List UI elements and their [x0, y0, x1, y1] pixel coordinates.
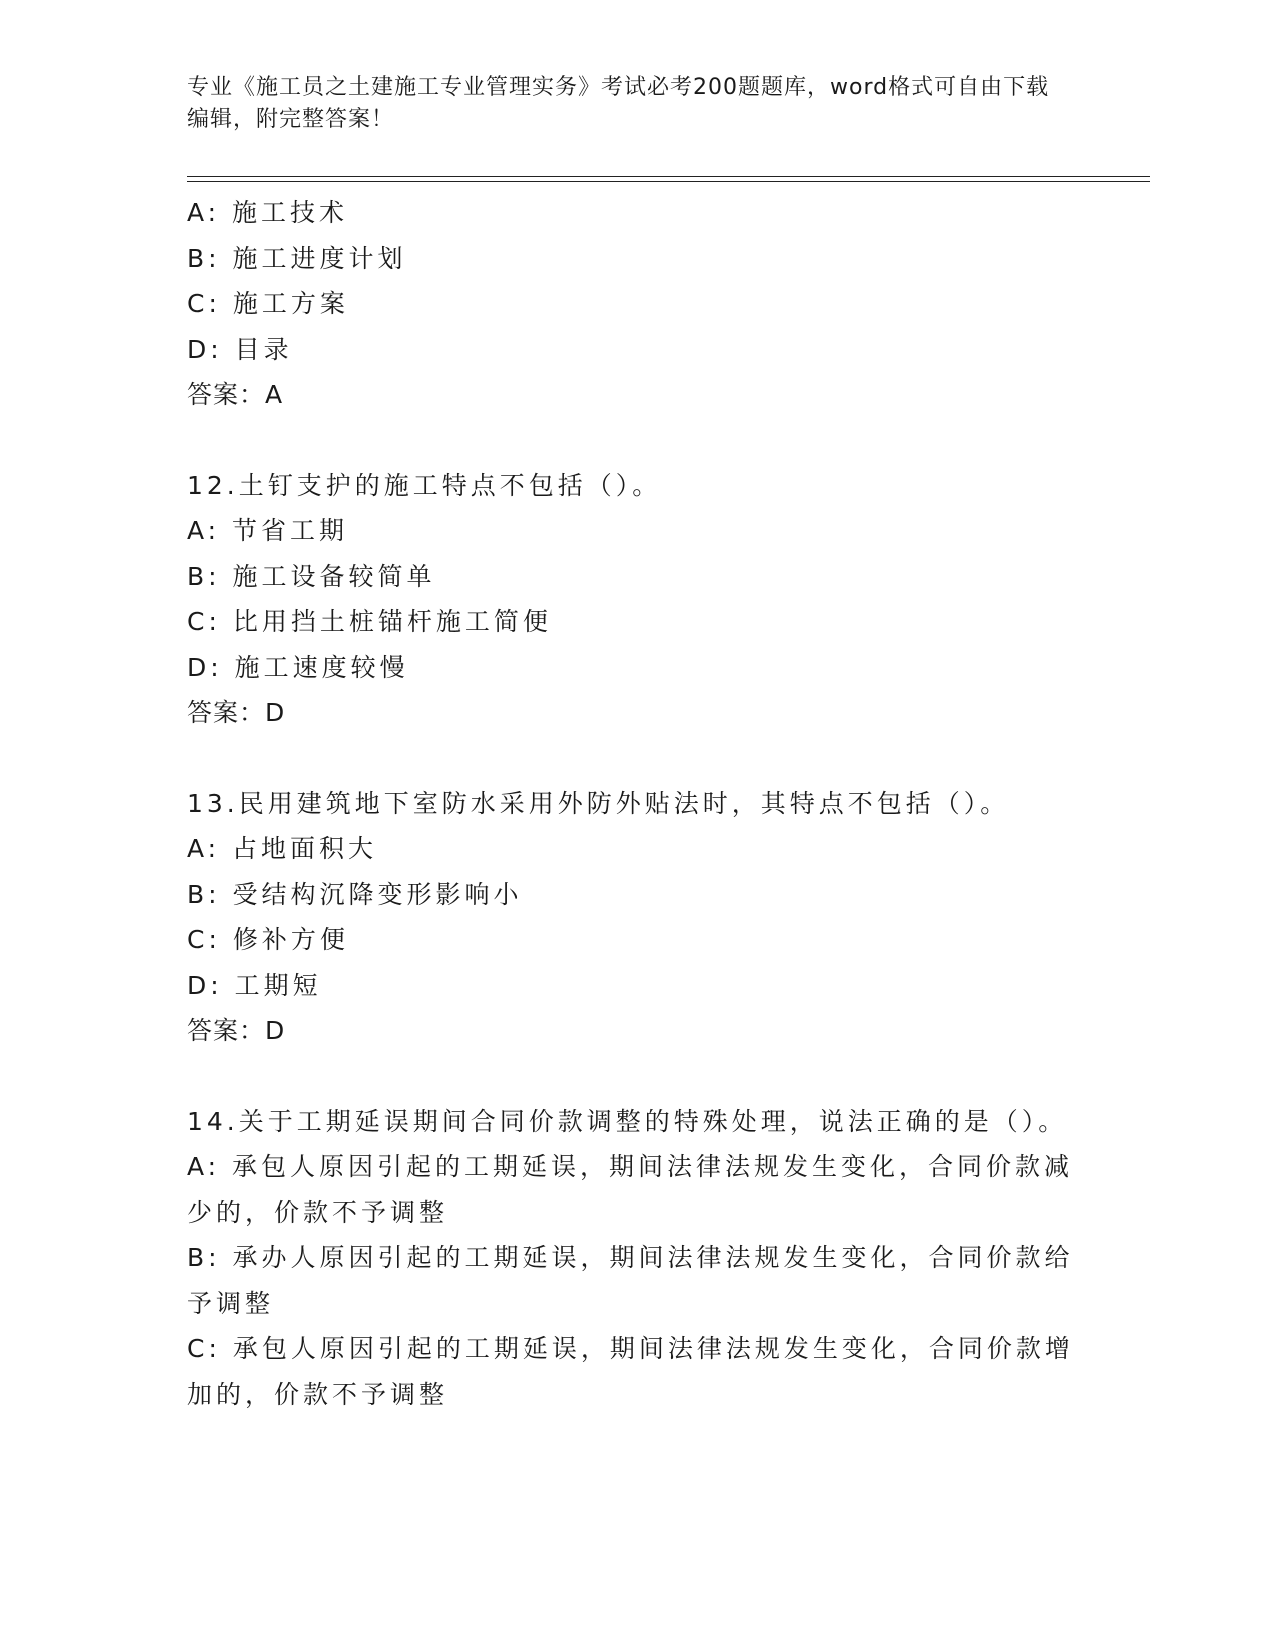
option-c: C: 比用挡土桩锚杆施工简便: [187, 607, 552, 636]
question-block-11: [187, 190, 1087, 418]
header-rule-bottom: [187, 181, 1150, 182]
option-c: C: 修补方便: [187, 925, 349, 954]
question-spacer: [187, 418, 1087, 463]
option-a: A: 占地面积大: [187, 834, 378, 863]
option-c: C: 施工方案: [187, 289, 349, 318]
option-d: D: 施工速度较慢: [187, 652, 409, 682]
option-b: B: 受结构沉降变形影响小: [187, 879, 523, 909]
option-d: D: 目录: [187, 334, 293, 364]
question-block-12: [187, 463, 1087, 736]
question-stem: 13.民用建筑地下室防水采用外防外贴法时，其特点不包括（）。: [187, 788, 1010, 818]
question-spacer: [187, 1054, 1087, 1099]
option-d: D: 工期短: [187, 970, 322, 1000]
answer-line: 答案：A: [187, 380, 284, 409]
question-spacer: [187, 736, 1087, 781]
option-a: A: 节省工期: [187, 516, 349, 545]
header-rule-top: [187, 176, 1150, 177]
answer-line: 答案：D: [187, 698, 286, 727]
answer-line: 答案：D: [187, 1016, 286, 1045]
question-stem: 14.关于工期延误期间合同价款调整的特殊处理，说法正确的是（）。: [187, 1106, 1068, 1136]
question-list: [187, 190, 1087, 1417]
option-b: B: 承办人原因引起的工期延误，期间法律法规发生变化，合同价款给予调整: [187, 1243, 1074, 1318]
question-stem: 12.土钉支护的施工特点不包括（）。: [187, 470, 662, 500]
option-a: A: 承包人原因引起的工期延误，期间法律法规发生变化，合同价款减少的，价款不予调整: [187, 1152, 1074, 1227]
option-b: B: 施工进度计划: [187, 243, 407, 273]
option-c: C: 承包人原因引起的工期延误，期间法律法规发生变化，合同价款增加的，价款不予调整: [187, 1334, 1074, 1409]
option-b: B: 施工设备较简单: [187, 561, 436, 591]
page-header-title: 专业《施工员之土建施工专业管理实务》考试必考200题题库，word格式可自由下载编辑，附完整答案！: [187, 75, 1050, 132]
option-a: A: 施工技术: [187, 198, 349, 227]
question-block-13: [187, 781, 1087, 1054]
question-block-14: [187, 1099, 1087, 1418]
